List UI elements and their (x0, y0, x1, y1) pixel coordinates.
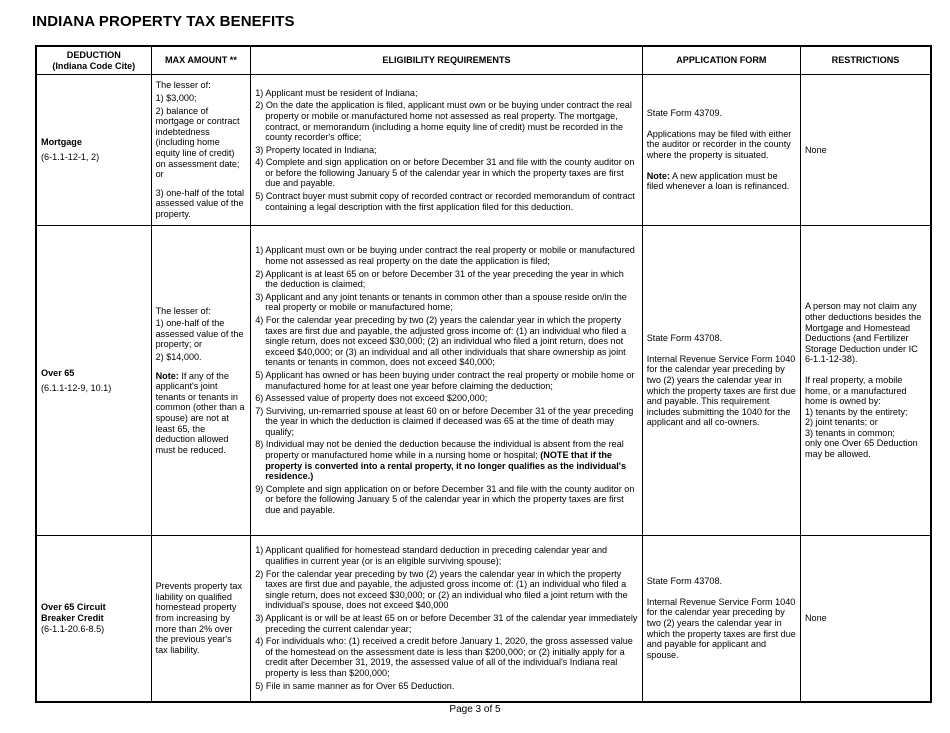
restrictions-cell (800, 536, 931, 702)
max-amount-line: 2) balance of mortgage or contract indebtedness (including home equity line of credit) on assessment date; or (155, 105, 240, 180)
table-header-row (36, 46, 931, 75)
deduction-cell (36, 75, 151, 226)
list-item: 6) Assessed value of property does not exceed $200,000; (255, 393, 488, 404)
list-item: 3) Property located in Indiana; (255, 144, 377, 155)
table-row-circuit-breaker (36, 536, 931, 702)
restrictions-line: 3) tenants in common; (804, 427, 895, 438)
restrictions-text: None (804, 612, 827, 623)
list-item: 3) Applicant and any joint tenants or tenants in common other than a spouse reside on/in the real property or mobile or manufactured home; (255, 291, 627, 313)
list-item: 3) Applicant is or will be at least 65 on or before December 31 of the calendar year immediately preceding the current calendar year; (255, 612, 638, 634)
restrictions-line: only one Over 65 Deduction may be allowed. (804, 438, 918, 460)
eligibility-cell (251, 536, 642, 702)
form-name: State Form 43709. (646, 108, 723, 119)
deduction-cell (36, 536, 151, 702)
form-detail: Internal Revenue Service Form 1040 for the calendar year preceding by two (2) years the calendar year in which the property taxes are first due and payable for applicant and spouse. (646, 596, 796, 660)
max-amount-cell (151, 226, 251, 536)
restrictions-line: 1) tenants by the entirety; (804, 406, 908, 417)
application-form-cell (642, 536, 800, 702)
header-eligibility: ELIGIBILITY REQUIREMENTS (251, 46, 642, 75)
list-item: 2) On the date the application is filed, applicant must own or be buying under contract the real property or mobile or manufactured home not assessed as real property. The mortgage, contract, or memorandum (including a home equity line of credit) must be recorded in the county recorder's office; (255, 100, 632, 143)
deduction-cell (36, 226, 151, 536)
benefits-table (35, 45, 932, 703)
restrictions-cell (800, 226, 931, 536)
list-item: 4) For individuals who: (1) received a credit before January 1, 2020, the gross assessed value of the homestead on the assessment date is less than $200,000; or (2) initially apply for a credit after December 31, 2019, the assessed value of all of the individual's Indiana real property is less than $200,000; (255, 636, 633, 678)
requirements-list (255, 545, 637, 691)
max-amount-note (156, 371, 247, 456)
max-amount-line: 1) one-half of the assessed value of the property; or (155, 318, 244, 350)
form-detail: Applications may be filed with either the auditor or recorder in the county where the property is situated. (646, 128, 792, 160)
list-item: 2) Applicant is at least 65 on or before December 31 of the year preceding the year in which the deduction is claimed; (255, 268, 624, 290)
requirement-text: 8) Individual may not be denied the deduction because the individual is absent from the real property or manufactured home while in a nursing home or hospital; (255, 439, 624, 461)
note-label: Note: (155, 370, 179, 381)
max-amount-line: The lesser of: (155, 80, 211, 91)
restrictions-line: If real property, a mobile home, or a manufactured home is owned by: (804, 374, 907, 407)
list-item: 1) Applicant qualified for homestead standard deduction in preceding calendar year and qualifies in current year (or is an eligible surviving spouse); (255, 545, 608, 566)
deduction-name: Over 65 Circuit (41, 602, 106, 613)
restrictions-line: A person may not claim any other deductions besides the Mortgage and Homestead Deductions (and Fertilizer Storage Deduction under IC 6-1.1-12-38). (804, 301, 922, 365)
list-item: 7) Surviving, un-remarried spouse at least 60 on or before December 31 of the year preceding the year in which the deduction is claimed if deceased was 65 at the time of death may qualify; (255, 405, 634, 437)
list-item: 2) For the calendar year preceding by two (2) years the calendar year in which the property taxes are first due and payable, the adjusted gross income of: (1) an individual who filed a single return, does not exceed $30,000; or (2) an individual who filed a joint return with the individual's spouse, does not exceed $40,000 (255, 568, 628, 611)
list-item: 1) Applicant must be resident of Indiana; (255, 87, 418, 98)
note-text: If any of the applicant's joint tenants or tenants in common (other than a spouse) are not at least 65, the deduction allowed must be reduced. (155, 370, 245, 455)
list-item: 1) Applicant must own or be buying under contract the real property or mobile or manufactured home not assessed as real property on the date the application is filed; (255, 245, 635, 266)
max-amount-cell (151, 75, 251, 226)
deduction-name: Mortgage (41, 137, 82, 148)
restrictions-line: 2) joint tenants; or (804, 417, 878, 428)
deduction-cite: (6-1.1-20.6-8.5) (41, 623, 105, 634)
deduction-name: Breaker Credit (41, 612, 104, 623)
page-number: Page 3 of 5 (449, 704, 501, 715)
header-deduction (36, 46, 151, 75)
list-item (255, 439, 637, 481)
max-amount-line: 3) one-half of the total assessed value of the property. (155, 187, 245, 219)
list-item: 4) For the calendar year preceding by two (2) years the calendar year in which the property taxes are first due and payable, the adjusted gross income of: (1) an individual who filed a single return, does not exceed $30,000; (2) an individual who filed a joint return, does not exceed $40,000; or (3) an individual and all other individuals that share ownership as joint tenants or tenants in common, does not exceed $40,000; (255, 314, 627, 368)
form-name: State Form 43708. (646, 576, 723, 587)
deduction-name: Over 65 (41, 367, 75, 378)
form-detail: Internal Revenue Service Form 1040 for the calendar year preceding by two (2) years the calendar year in which the property taxes are first due and payable. This requirement includes submitting the 1040 for the applicant and all co-owners. (646, 353, 796, 428)
eligibility-cell (251, 226, 642, 536)
list-item: 5) Applicant has owned or has been buying under contract the real property or mobile home or manufactured home for at least one year before claiming the deduction; (255, 369, 635, 391)
table-row-over-65 (36, 226, 931, 536)
list-item: 4) Complete and sign application on or before December 31 and file with the county auditor on or before the following January 5 of the calendar year in which the property taxes are first due and payable. (255, 157, 635, 189)
max-amount-line: 2) $14,000. (155, 352, 202, 363)
max-amount-line: 1) $3,000; (155, 93, 197, 104)
page-title: INDIANA PROPERTY TAX BENEFITS (32, 13, 295, 30)
form-note (647, 171, 796, 192)
header-deduction-sublabel: (Indiana Code Cite) (52, 60, 136, 71)
header-application-form: APPLICATION FORM (642, 46, 800, 75)
list-item: 9) Complete and sign application on or before December 31 and file with the county auditor on or before the following January 5 of the calendar year in which the property taxes are first due and payable. (255, 483, 635, 516)
application-form-cell (642, 75, 800, 226)
table-row-mortgage (36, 75, 931, 226)
deduction-cite: (6-1.1-12-1, 2) (41, 152, 100, 162)
restrictions-cell (800, 75, 931, 226)
header-deduction-label: DEDUCTION (66, 49, 121, 60)
eligibility-cell (251, 75, 642, 226)
header-restrictions: RESTRICTIONS (800, 46, 931, 75)
requirements-list (255, 88, 637, 213)
max-amount-text: Prevents property tax liability on qualified homestead property from increasing by more than 2% over the previous year's tax liability. (155, 581, 243, 655)
form-name: State Form 43708. (646, 333, 723, 344)
restrictions-text: None (804, 144, 827, 155)
header-max-amount: MAX AMOUNT ** (151, 46, 251, 75)
requirements-list (255, 245, 637, 515)
list-item: 5) Contract buyer must submit copy of recorded contract or recorded memorandum of contract containing a legal description with the first application filed for this deduction. (255, 191, 635, 212)
note-text: A new application must be filed whenever a loan is refinanced. (646, 170, 790, 192)
deduction-cite: (6.1.1-12-9, 10.1) (41, 382, 112, 393)
application-form-cell (642, 226, 800, 536)
max-amount-line: The lesser of: (155, 305, 211, 316)
list-item: 5) File in same manner as for Over 65 Deduction. (255, 680, 455, 691)
max-amount-cell (151, 536, 251, 702)
note-label: Note: (646, 170, 670, 181)
requirement-note: (NOTE that if the property is converted into a rental property, it no longer qualifies as the individual's residence.) (265, 450, 627, 482)
